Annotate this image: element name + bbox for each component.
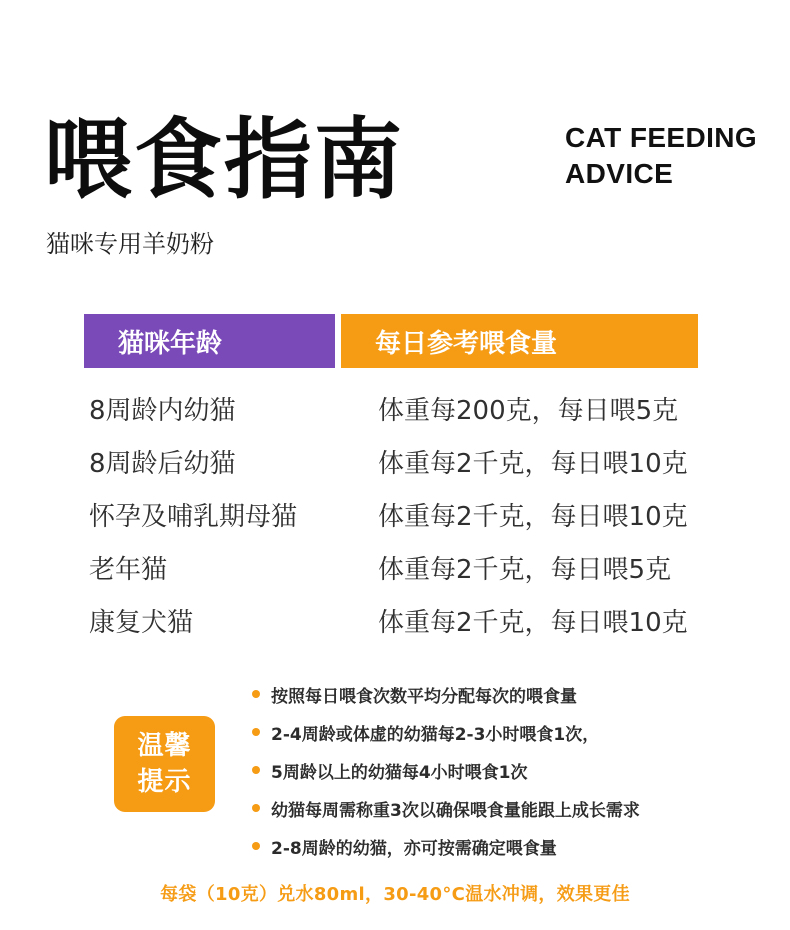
table-row xyxy=(0,388,790,441)
list-item xyxy=(252,789,772,827)
english-title-line-2: ADVICE xyxy=(565,158,674,189)
mixing-instruction: 每袋（10克）兑水80ml，30-40°C温水冲调，效果更佳 xyxy=(160,884,630,905)
product-subtitle: 猫咪专用羊奶粉 xyxy=(46,230,214,258)
table-row xyxy=(0,494,790,547)
tips-badge xyxy=(114,716,215,812)
table-header-amount xyxy=(341,314,698,368)
amount-cell: 体重每2千克，每日喂5克 xyxy=(378,555,672,585)
age-cell: 8周龄后幼猫 xyxy=(89,449,236,479)
english-title-line-1: CAT FEEDING xyxy=(565,122,758,153)
tip-text: 2-8周龄的幼猫，亦可按需确定喂食量 xyxy=(271,838,557,859)
amount-cell: 体重每200克，每日喂5克 xyxy=(378,396,679,426)
table-header-age-label: 猫咪年龄 xyxy=(118,328,223,359)
feeding-table xyxy=(0,388,790,653)
age-cell: 怀孕及哺乳期母猫 xyxy=(89,502,298,532)
age-cell: 康复犬猫 xyxy=(89,608,194,638)
tips-badge-label: 温馨提示 xyxy=(137,731,192,797)
tip-text: 2-4周龄或体虚的幼猫每2-3小时喂食1次， xyxy=(271,724,600,745)
amount-cell: 体重每2千克，每日喂10克 xyxy=(378,502,688,532)
tip-text: 5周龄以上的幼猫每4小时喂食1次 xyxy=(271,762,528,783)
tip-text: 幼猫每周需称重3次以确保喂食量能跟上成长需求 xyxy=(271,800,640,821)
table-row xyxy=(0,600,790,653)
tips-list xyxy=(252,675,772,865)
age-cell: 8周龄内幼猫 xyxy=(89,396,236,426)
english-title xyxy=(565,120,785,192)
bullet-dot-icon xyxy=(252,842,260,850)
table-row xyxy=(0,441,790,494)
list-item xyxy=(252,751,772,789)
amount-cell: 体重每2千克，每日喂10克 xyxy=(378,449,688,479)
list-item xyxy=(252,675,772,713)
page-title: 喂食指南 xyxy=(44,108,405,211)
age-cell: 老年猫 xyxy=(89,555,168,585)
table-header-amount-label: 每日参考喂食量 xyxy=(375,328,558,359)
table-row xyxy=(0,547,790,600)
bullet-dot-icon xyxy=(252,804,260,812)
table-header-age xyxy=(84,314,335,368)
list-item xyxy=(252,827,772,865)
bullet-dot-icon xyxy=(252,766,260,774)
list-item xyxy=(252,713,772,751)
bullet-dot-icon xyxy=(252,690,260,698)
tip-text: 按照每日喂食次数平均分配每次的喂食量 xyxy=(271,686,577,707)
amount-cell: 体重每2千克，每日喂10克 xyxy=(378,608,688,638)
bullet-dot-icon xyxy=(252,728,260,736)
